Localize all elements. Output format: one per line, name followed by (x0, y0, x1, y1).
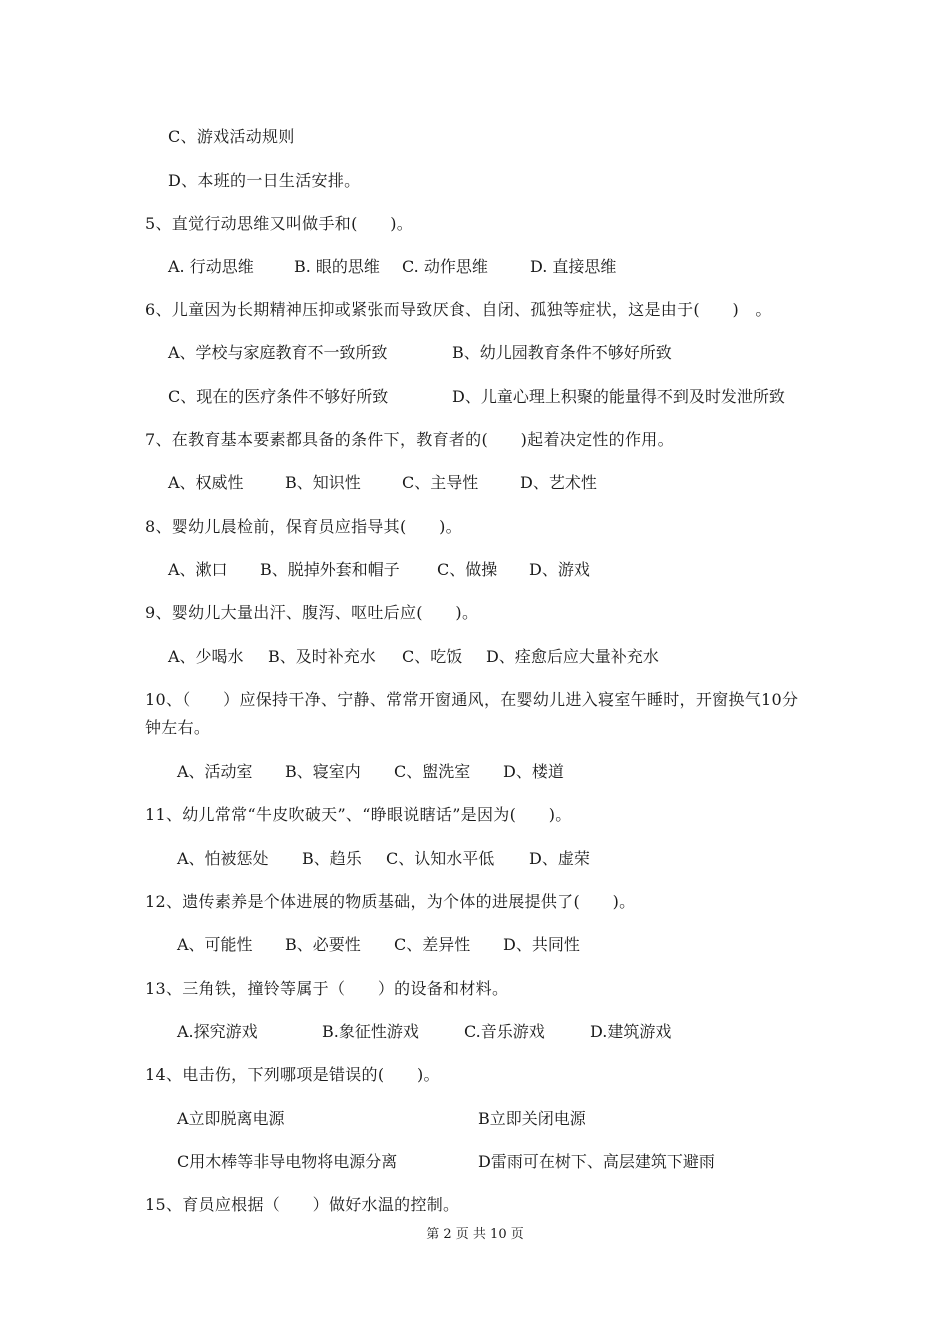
question-5: 5、直觉行动思维又叫做手和( )。 (145, 214, 414, 233)
q6-option-c: C、现在的医疗条件不够好所致 (168, 387, 389, 406)
q5-option-b: B. 眼的思维 (294, 257, 380, 276)
q8-option-c: C、做操 (437, 560, 498, 579)
q12-option-a: A、可能性 (177, 935, 253, 954)
question-13: 13、三角铁，撞铃等属于（ ）的设备和材料。 (145, 979, 509, 998)
question-14: 14、电击伤，下列哪项是错误的( )。 (145, 1065, 440, 1084)
q11-option-b: B、趋乐 (302, 849, 362, 868)
q14-option-c: C用木棒等非导电物将电源分离 (177, 1152, 398, 1171)
q6-option-b: B、幼儿园教育条件不够好所致 (452, 343, 672, 362)
q9-option-c: C、吃饭 (402, 647, 463, 666)
q7-option-b: B、知识性 (285, 473, 361, 492)
q5-option-c: C. 动作思维 (402, 257, 488, 276)
q12-option-b: B、必要性 (285, 935, 361, 954)
q10-option-a: A、活动室 (177, 762, 253, 781)
question-8: 8、婴幼儿晨检前，保育员应指导其( )。 (145, 517, 462, 536)
page-footer: 第 2 页 共 10 页 (426, 1227, 524, 1242)
q9-option-d: D、痊愈后应大量补充水 (486, 647, 659, 666)
question-6: 6、儿童因为长期精神压抑或紧张而导致厌食、自闭、孤独等症状，这是由于( ) 。 (145, 300, 772, 319)
q11-option-a: A、怕被惩处 (177, 849, 269, 868)
q10-option-b: B、寝室内 (285, 762, 361, 781)
q11-option-d: D、虚荣 (529, 849, 590, 868)
q14-option-d: D雷雨可在树下、高层建筑下避雨 (478, 1152, 715, 1171)
option-4c: C、游戏活动规则 (168, 127, 295, 146)
q7-option-d: D、艺术性 (520, 473, 597, 492)
question-15: 15、育员应根据（ ）做好水温的控制。 (145, 1195, 460, 1214)
q7-option-a: A、权威性 (168, 473, 244, 492)
q12-option-d: D、共同性 (503, 935, 580, 954)
q13-option-c: C.音乐游戏 (464, 1022, 545, 1041)
question-9: 9、婴幼儿大量出汗、腹泻、呕吐后应( )。 (145, 603, 479, 622)
q10-option-d: D、楼道 (503, 762, 564, 781)
q8-option-b: B、脱掉外套和帽子 (260, 560, 400, 579)
question-12: 12、遗传素养是个体进展的物质基础，为个体的进展提供了( )。 (145, 892, 636, 911)
q11-option-c: C、认知水平低 (386, 849, 495, 868)
q10-option-c: C、盥洗室 (394, 762, 471, 781)
question-7: 7、在教育基本要素都具备的条件下，教育者的( )起着决定性的作用。 (145, 430, 674, 449)
q12-option-c: C、差异性 (394, 935, 471, 954)
q7-option-c: C、主导性 (402, 473, 479, 492)
q14-option-a: A立即脱离电源 (177, 1109, 285, 1128)
q8-option-d: D、游戏 (529, 560, 590, 579)
q9-option-a: A、少喝水 (168, 647, 244, 666)
q6-option-d: D、儿童心理上积聚的能量得不到及时发泄所致 (452, 387, 785, 406)
q13-option-a: A.探究游戏 (177, 1022, 258, 1041)
question-11: 11、幼儿常常“牛皮吹破天”、“睁眼说瞎话”是因为( )。 (145, 805, 572, 824)
q13-option-d: D.建筑游戏 (590, 1022, 672, 1041)
q14-option-b: B立即关闭电源 (478, 1109, 586, 1128)
q8-option-a: A、漱口 (168, 560, 228, 579)
option-4d: D、本班的一日生活安排。 (168, 171, 361, 190)
q9-option-b: B、及时补充水 (268, 647, 376, 666)
q6-option-a: A、学校与家庭教育不一致所致 (168, 343, 388, 362)
question-10-continued: 钟左右。 (145, 718, 211, 737)
q13-option-b: B.象征性游戏 (322, 1022, 419, 1041)
question-10: 10、（ ）应保持干净、宁静、常常开窗通风，在婴幼儿进入寝室午睡时，开窗换气10分 (145, 690, 799, 709)
q5-option-d: D. 直接思维 (530, 257, 617, 276)
q5-option-a: A. 行动思维 (168, 257, 254, 276)
